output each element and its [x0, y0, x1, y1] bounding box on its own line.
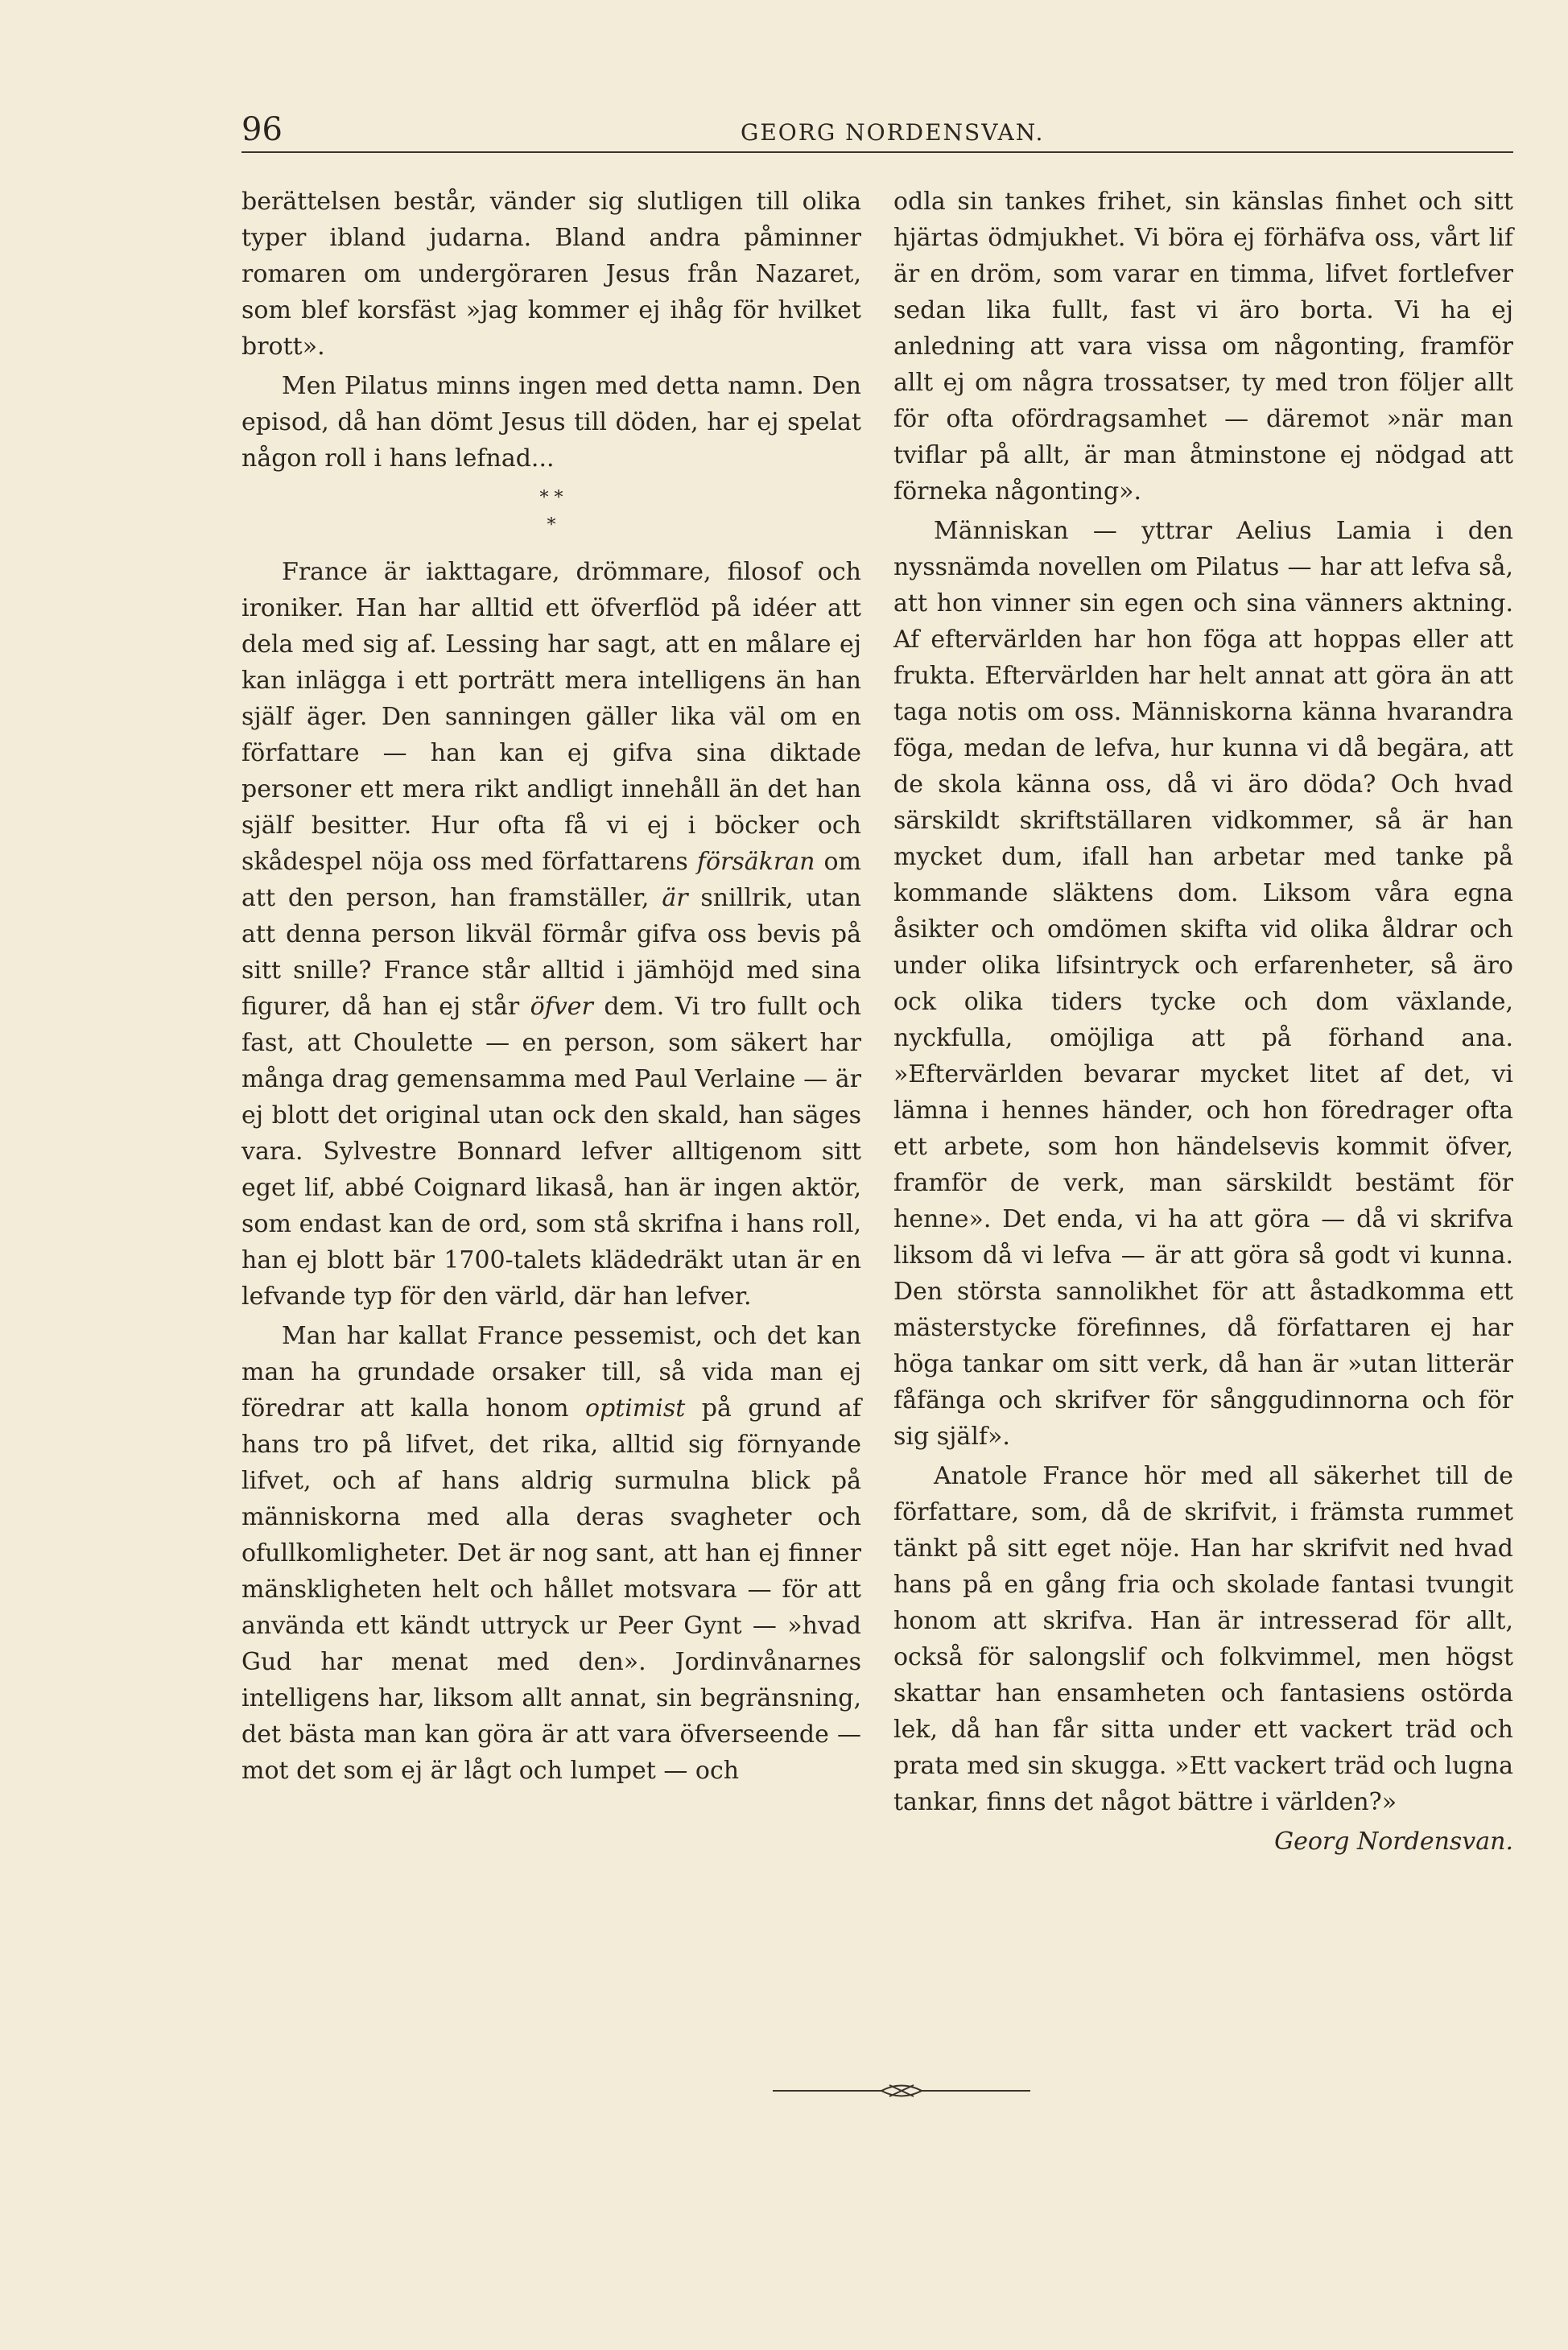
- text-run: Man har kallat France pessemist, och det kan man ha grundade orsaker till, så vida man ej föredrar att kalla honom: [241, 1322, 861, 1423]
- page-number: 96: [241, 111, 283, 148]
- left-column: [241, 184, 861, 1792]
- emphasis: öfver: [530, 993, 593, 1021]
- text-run: om att den person, han framställer,: [241, 848, 861, 912]
- paragraph: [241, 1318, 861, 1789]
- paragraph: berättelsen består, vänder sig slutligen till olika typer ibland judarna. Bland andra påminner romaren om undergöraren Jesus från Nazaret, som blef korsfäst »jag kommer ej ihåg för hvilket brott».: [241, 188, 861, 361]
- text-run: på grund af hans tro på lifvet, det rika, alltid sig förnyande lifvet, och af hans aldrig surmulna blick på människorna med alla deras svagheter och ofullkomligheter. Det är nog sant, att han ej finner mänskligheten helt och hållet motsvara — för att använda ett kändt uttryck ur Peer Gynt — »hvad Gud har menat med den». Jordinvånarnes intelligens har, liksom allt annat, sin begränsning, det bästa man kan göra är att vara öfverseende — mot det som ej är lågt och lumpet — och: [241, 1394, 861, 1785]
- paragraph: Människan — yttrar Aelius Lamia i den nyssnämda novellen om Pilatus — har att lefva så, att hon vinner sin egen och sina vänners aktning. Af eftervärlden har hon föga att hoppas eller att frukta. Eftervärlden har helt annat att göra än att taga notis om oss. Människorna känna hvarandra föga, medan de lefva, hur kunna vi då begära, att de skola känna oss, då vi äro döda? Och hvad särskildt skriftställaren vidkommer, så är han mycket dum, ifall han arbetar med tanke på kommande släktens dom. Liksom våra egna åsikter och omdömen skifta vid olika åldrar och under olika lifsintryck och erfarenheter, så äro ock olika tiders tycke och dom växlande, nyckfulla, omöjliga att på förhand ana. »Eftervärlden bevarar mycket litet af det, vi lämna i hennes händer, och hon föredrager ofta ett arbete, som hon händelsevis kommit öfver, framför de verk, man särskildt bestämt för henne». Det enda, vi ha att göra — då vi skrifva liksom då vi lefva — är att göra så godt vi kunna. Den största sannolikhet för att åstadkomma ett mästerstycke förefinnes, då författaren ej har höga tankar om sitt verk, då han är »utan litterär fåfänga och skrifver för sånggudinnorna och för sig själf».: [893, 517, 1513, 1451]
- closing-ornament-icon: [773, 2079, 1030, 2103]
- paragraph: [241, 554, 861, 1315]
- text-run: snillrik, utan att denna person likväl förmår gifva oss bevis på sitt snille? France står alltid i jämhöjd med sina figurer, då han ej står: [241, 884, 861, 1021]
- paragraph: odla sin tankes frihet, sin känslas finhet och sitt hjärtas ödmjukhet. Vi böra ej förhäfva oss, vårt lif är en dröm, som varar en timma, lifvet fortlefver sedan lika fullt, fast vi äro borta. Vi ha ej anledning att vara vissa om någonting, framför allt ej om några trossatser, ty med tron följer allt för ofta ofördragsamhet — däremot »när man tviflar på allt, är man åtminstone ej nödgad att förneka någonting».: [893, 188, 1513, 506]
- header-rule: [241, 151, 1513, 153]
- right-column: [893, 184, 1513, 1860]
- emphasis: är: [662, 884, 688, 912]
- section-break: [241, 485, 861, 539]
- emphasis: optimist: [584, 1394, 686, 1423]
- text-run: dem. Vi tro fullt och fast, att Choulette — en person, som säkert har många drag gemensamma med Paul Verlaine — är ej blott det original utan ock den skald, han säges vara. Sylvestre Bonnard lefver alltigenom sitt eget lif, abbé Coignard likaså, han är ingen aktör, som endast kan de ord, som stå skrifna i hans roll, han ej blott bär 1700-talets klädedräkt utan är en lefvande typ för den värld, där han lefver.: [241, 993, 861, 1311]
- paragraph: Anatole France hör med all säkerhet till de författare, som, då de skrifvit, i främsta rummet tänkt på sitt eget nöje. Han har skrifvit ned hvad hans på en gång fria och skolade fantasi tvungit honom att skrifva. Han är intresserad för allt, också för salongslif och folkvimmel, men högst skattar han ensamheten och fantasiens ostörda lek, då han får sitta under ett vackert träd och prata med sin skugga. »Ett vackert träd och lugna tankar, finns det något bättre i världen?»: [893, 1462, 1513, 1816]
- paragraph: Men Pilatus minns ingen med detta namn. Den episod, då han dömt Jesus till döden, har ej spelat någon roll i hans lefnad...: [241, 372, 861, 473]
- emphasis: försäkran: [696, 848, 815, 876]
- asterism-top: * *: [539, 488, 563, 508]
- asterism-bottom: *: [547, 515, 556, 535]
- text-run: France är iakttagare, drömmare, filosof och ironiker. Han har alltid ett öfverflöd på idéer att dela med sig af. Lessing har sagt, att en målare ej kan inlägga i ett porträtt mera intelligens än han själf äger. Den sanningen gäller lika väl om en författare — han kan ej gifva sina diktade personer ett mera rikt andligt innehåll än det han själf besitter. Hur ofta få vi ej i böcker och skådespel nöja oss med författarens: [241, 558, 861, 876]
- running-title: GEORG NORDENSVAN.: [741, 119, 1045, 146]
- signature: Georg Nordensvan.: [1274, 1828, 1513, 1856]
